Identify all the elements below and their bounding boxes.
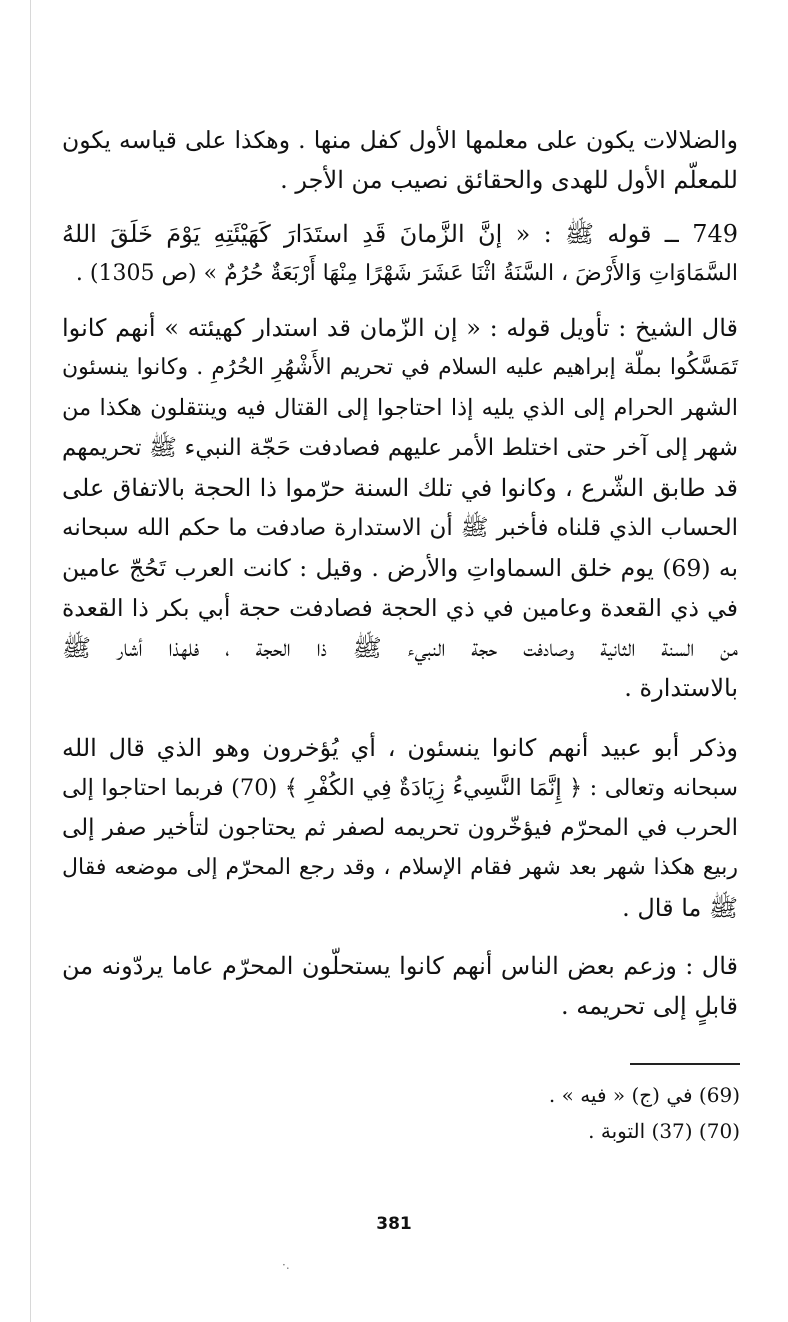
text-line: السَّمَاوَاتِ وَالأَرْضَ ، السَّنَةُ اثْنَا عَشَرَ شَهْرًا مِنْهَا أَرْبَعَةٌ حُرُمٌ » (ص 1305) .: [75, 261, 738, 286]
text-line: قال الشيخ : تأويل قوله : « إن الزّمان قد استدار كهيئته » أنهم كانوا: [62, 314, 738, 342]
text-line: شهر إلى آخر حتى اختلط الأمر عليهم فصادفت حَجّة النبيء ﷺ تحريمهم: [62, 435, 738, 461]
text-line: الشهر الحرام إلى الذي يليه إذا احتاجوا إلى القتال فيه وينتقلون هكذا من: [62, 395, 738, 421]
text-line: ﷺ ما قال .: [622, 894, 738, 922]
footnote-separator: [630, 1063, 740, 1065]
text-line: قال : وزعم بعض الناس أنهم كانوا يستحلّون المحرّم عاما يردّونه من: [62, 952, 738, 980]
paragraph-closing: [62, 946, 738, 1026]
text-line: الحرب في المحرّم فيؤخّرون تحريمه لصفر ثم يحتاجون لتأخير صفر إلى: [62, 815, 738, 841]
footnote-70: (70) (37) التوبة .: [588, 1119, 740, 1143]
text-line: في ذي القعدة وعامين في ذي الحجة فصادفت حجة أبي بكر ذا القعدة: [62, 594, 738, 622]
footnote-69: (69) في (ج) « فيه » .: [548, 1083, 740, 1107]
text-line: الحساب الذي قلناه فأخبر ﷺ أن الاستدارة صادفت ما حكم الله سبحانه: [62, 515, 738, 541]
text-line: وذكر أبو عبيد أنهم كانوا ينسئون ، أي يُؤخرون وهو الذي قال الله: [62, 734, 738, 762]
hadith-749: [62, 214, 738, 294]
text-line: بالاستدارة .: [624, 674, 738, 702]
paragraph-abu-ubaid: [62, 728, 738, 928]
text-line: تَمَسَّكُوا بملّة إبراهيم عليه السلام في تحريم الأَشْهُرِ الحُرُمِ . وكانوا ينسئون: [62, 355, 738, 380]
page-number: 381: [376, 1214, 412, 1234]
text-line: ربيع هكذا شهر بعد شهر فقام الإسلام ، وقد رجع المحرّم إلى موضعه فقال: [62, 855, 738, 880]
text-line: 749 ــ قوله ﷺ : « إنَّ الزَّمانَ قَدِ استَدَارَ كَهَيْئَتِهِ يَوْمَ خَلَقَ اللهُ: [62, 220, 738, 248]
text-line: والضلالات يكون على معلمها الأول كفل منها . وهكذا على قياسه يكون: [62, 126, 738, 154]
text-line: للمعلّم الأول للهدى والحقائق نصيب من الأجر .: [280, 166, 738, 194]
text-line: من السنة الثانية وصادفت حجة النبيء ﷺ ذا الحجة ، فلهذا أشار ﷺ: [62, 634, 738, 662]
text-line: قد طابق الشّرع ، وكانوا في تلك السنة حرّموا ذا الحجة بالاتفاق على: [62, 474, 738, 502]
text-line: به (69) يوم خلق السماواتِ والأرض . وقيل : كانت العرب تَحُجّ عامين: [62, 554, 738, 582]
paragraph-commentary: [62, 308, 738, 708]
paragraph-1: [62, 120, 738, 200]
text-line: سبحانه وتعالى : ﴿ إِنَّمَا النَّسِيءُ زِيَادَةٌ فِي الكُفْرِ ﴾ (70) فربما احتاجوا إلى: [62, 775, 738, 801]
binding-edge: [30, 0, 31, 1322]
text-line: قابلٍ إلى تحريمه .: [561, 992, 738, 1020]
paper-speck: ·.: [282, 1258, 290, 1272]
